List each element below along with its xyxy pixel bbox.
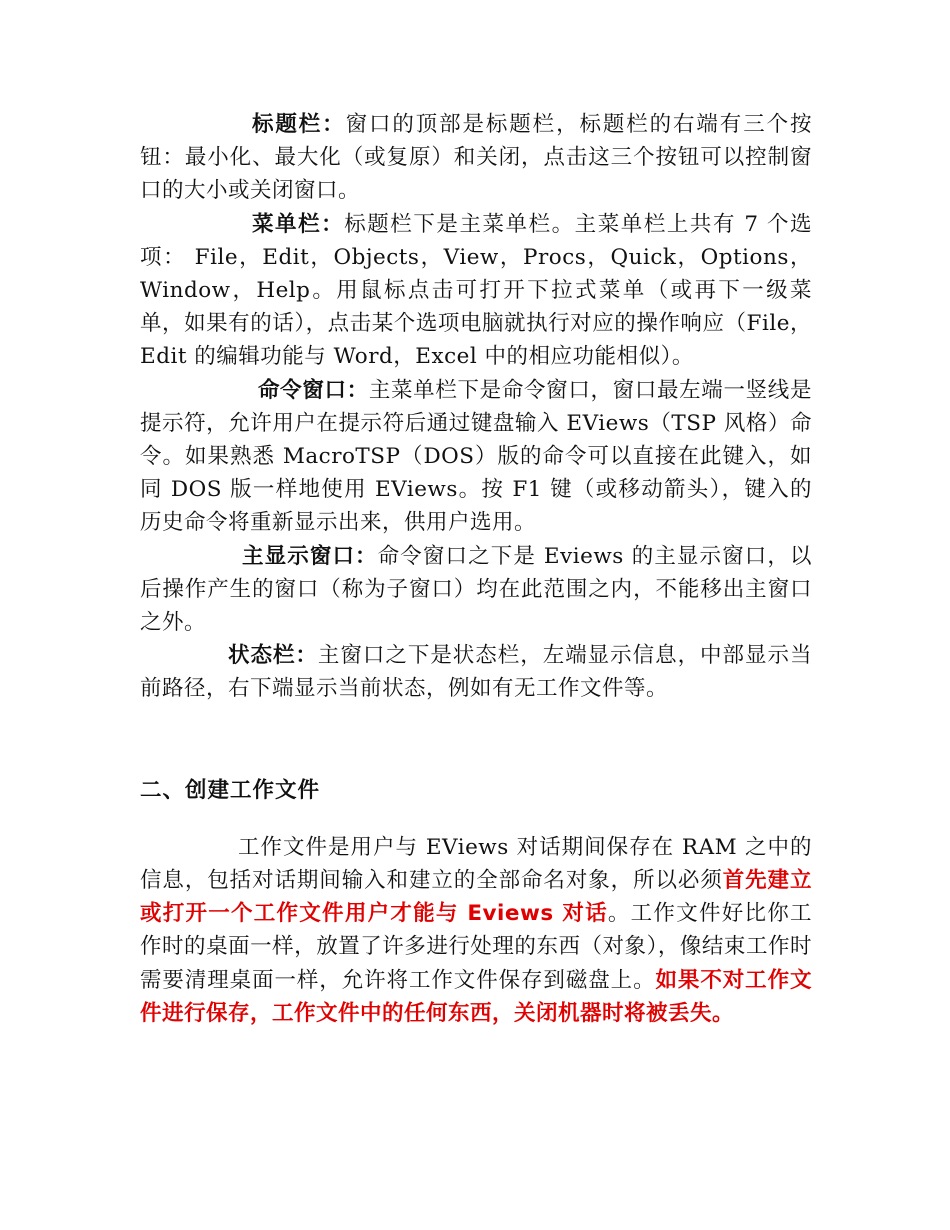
paragraph-main-display	[140, 540, 812, 640]
section-heading: 二、创建工作文件	[140, 777, 321, 803]
document-page	[140, 108, 812, 1030]
paragraph-text: 工作文件是用户与 EViews 对话期间保存在 RAM 之中的信息，包括对话期间输入和建立的全部命名对象，所以必须	[140, 834, 812, 894]
paragraph-title-bar	[140, 108, 812, 208]
paragraph-text: 。工作文件好比你工作时的桌面一样，放置了许多进行处理的东西（对象），像结束工作时需要清理桌面一样，允许将工作文件保存到磁盘上。	[140, 901, 812, 993]
paragraph-text: 命令窗口之下是 Eviews 的主显示窗口，以后操作产生的窗口（称为子窗口）均在此范围之内，不能移出主窗口之外。	[140, 543, 812, 636]
term-title-bar: 标题栏：	[252, 112, 346, 137]
paragraph-text: 主菜单栏下是命令窗口，窗口最左端一竖线是提示符，允许用户在提示符后通过键盘输入 EViews（TSP 风格）命令。如果熟悉 MacroTSP（DOS）版的命令可以直接在此键入，如同 DOS 版一样地使用 EViews。按 F1 键（或移动箭头），键入的历史命令将重新显示出来，供用户选用。	[140, 377, 812, 536]
paragraph-status-bar	[140, 639, 812, 705]
paragraph-text: 窗口的顶部是标题栏，标题栏的右端有三个按钮：最小化、最大化（或复原）和关闭，点击这三个按钮可以控制窗口的大小或关闭窗口。	[140, 112, 812, 204]
highlight-red: 首先建立或打开一个工作文件用户才能与 Eviews 对话	[140, 868, 812, 927]
paragraph-command-window	[140, 374, 812, 540]
term-command-window: 命令窗口：	[258, 377, 369, 403]
term-main-display: 主显示窗口：	[242, 543, 378, 569]
paragraph-menu-bar	[140, 208, 812, 374]
paragraph-text: 标题栏下是主菜单栏。主菜单栏上共有 7 个选项： File，Edit，Objects，View，Procs，Quick，Options，Window，Help。用鼠标点击可打开下拉式菜单（或再下一级菜单，如果有的话），点击某个选项电脑就执行对应的操作响应（File，Edit 的编辑功能与 Word，Excel 中的相应功能相似）。	[140, 211, 812, 370]
highlight-red: 如果不对工作文件进行保存，工作文件中的任何东西，关闭机器时将被丢失。	[140, 967, 812, 1026]
term-menu-bar: 菜单栏：	[252, 211, 345, 237]
paragraph-text: 主窗口之下是状态栏，左端显示信息，中部显示当前路径，右下端显示当前状态，例如有无工作文件等。	[140, 643, 812, 702]
paragraph-workfile	[140, 831, 812, 1030]
term-status-bar: 状态栏：	[228, 643, 318, 669]
